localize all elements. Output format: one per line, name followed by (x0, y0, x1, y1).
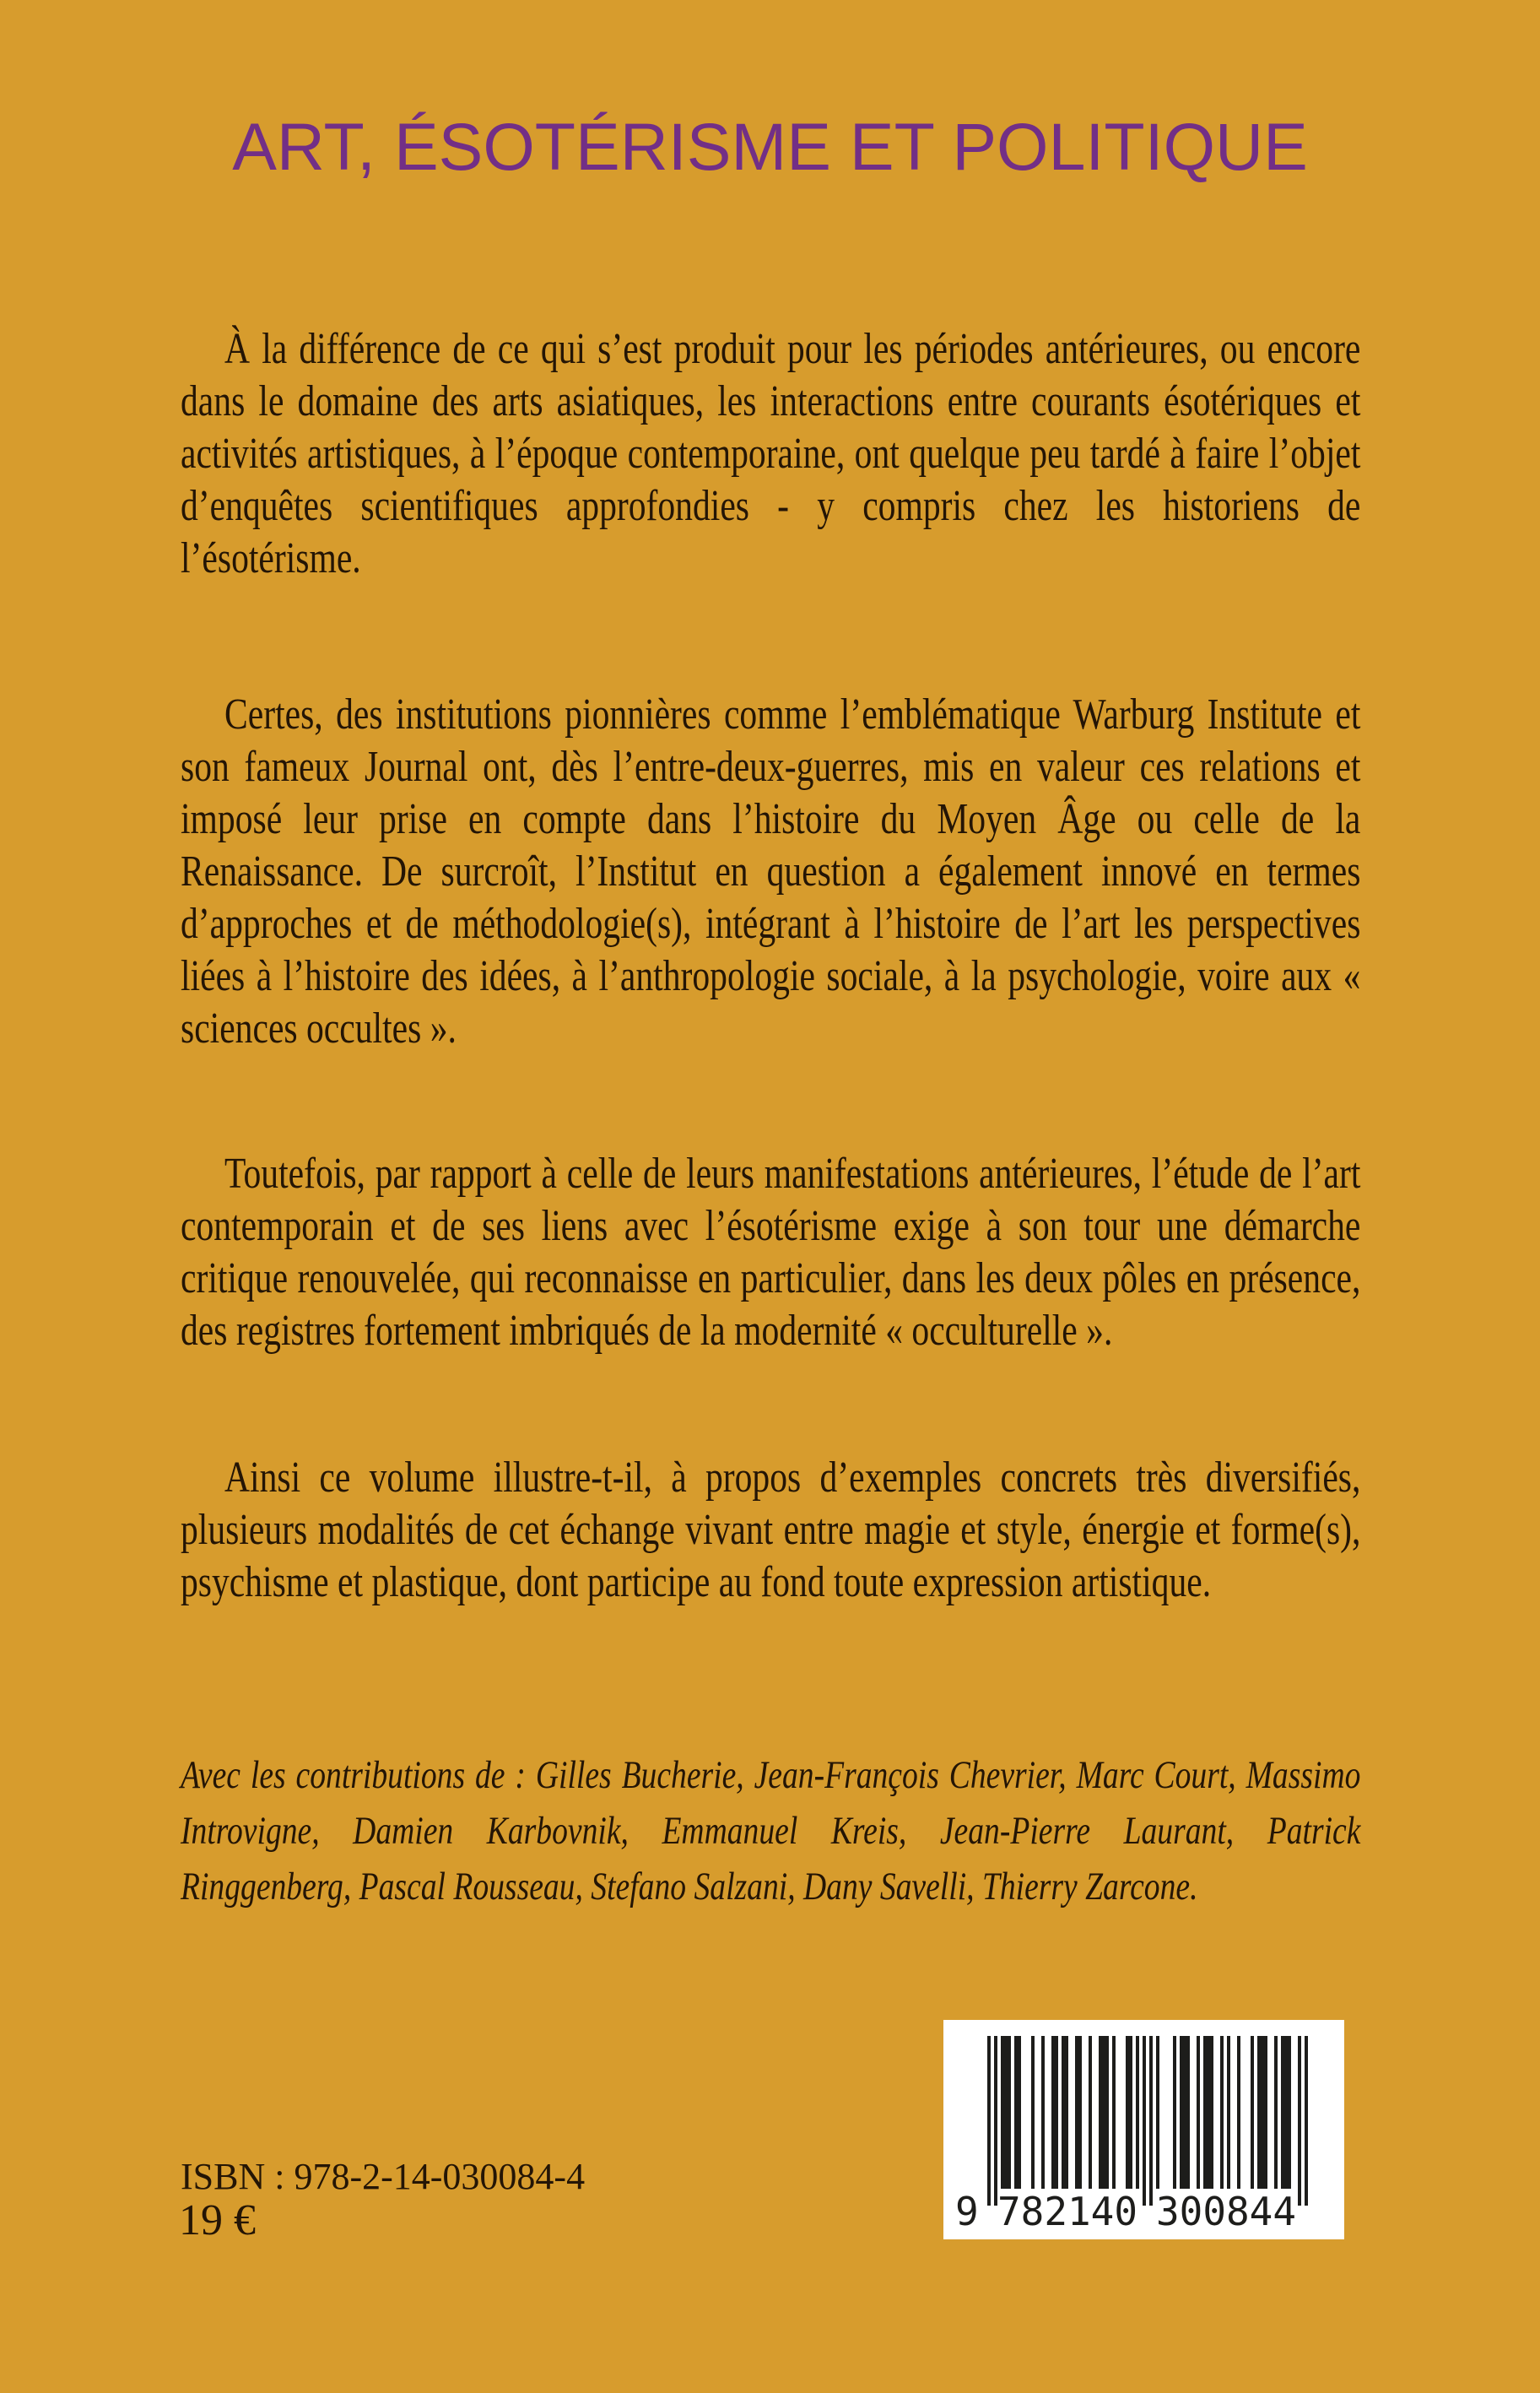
isbn-text: ISBN : 978-2-14-030084-4 (181, 2156, 586, 2197)
paragraph-ainsi: Ainsi ce volume illustre-t-il, à propos d’exemples concrets très diversifiés, plusieurs modalités de cet échange vivant entre magie et style, énergie et forme(s), psychisme et plastique, dont participe au fond toute expression artistique. (181, 1454, 1361, 1606)
paragraph-warburg: Certes, des institutions pionnières comme l’emblématique Warburg Institute et son fameux Journal ont, dès l’entre-deux-guerres, mis en valeur ces relations et imposé leur prise en compte dans l’histoire du Moyen Âge ou celle de la Renaissance. De surcroît, l’Institut en question a également innové en termes d’approches et de méthodologie(s), intégrant à l’histoire de l’art les perspectives liées à l’histoire des idées, à l’anthropologie sociale, à la psychologie, voire aux « sciences occultes ». (181, 690, 1361, 1053)
svg-text:782140: 782140 (997, 2189, 1137, 2234)
contributors-list: Avec les contributions de : Gilles Bucherie, Jean-François Chevrier, Marc Court, Massimo Introvigne, Damien Karbovnik, Emmanuel Kreis, Jean-Pierre Laurant, Patrick Ringgenberg, Pascal Rousseau, Stefano Salzani, Dany Savelli, Thierry Zarcone. (181, 1753, 1361, 1908)
paragraph-toutefois: Toutefois, par rapport à celle de leurs manifestations antérieures, l’étude de l’art contemporain et de ses liens avec l’ésotérisme exige à son tour une démarche critique renouvelée, qui reconnaisse en particulier, dans les deux pôles en présence, des registres fortement imbriqués de la modernité « occulturelle ». (181, 1150, 1361, 1355)
price-text: 19 € (179, 2196, 256, 2244)
book-title: ART, ÉSOTÉRISME ET POLITIQUE (232, 109, 1308, 184)
barcode (943, 2020, 1344, 2239)
barcode-bars (943, 2020, 1344, 2239)
svg-text:9: 9 (955, 2189, 979, 2234)
svg-text:300844: 300844 (1156, 2189, 1296, 2234)
paragraph-intro: À la différence de ce qui s’est produit pour les périodes antérieures, ou encore dans le domaine des arts asiatiques, les interactions entre courants ésotériques et activités artistiques, à l’époque contemporaine, ont quelque peu tardé à faire l’objet d’enquêtes scientifiques approfondies - y compris chez les historiens de l’ésotérisme. (181, 325, 1361, 582)
